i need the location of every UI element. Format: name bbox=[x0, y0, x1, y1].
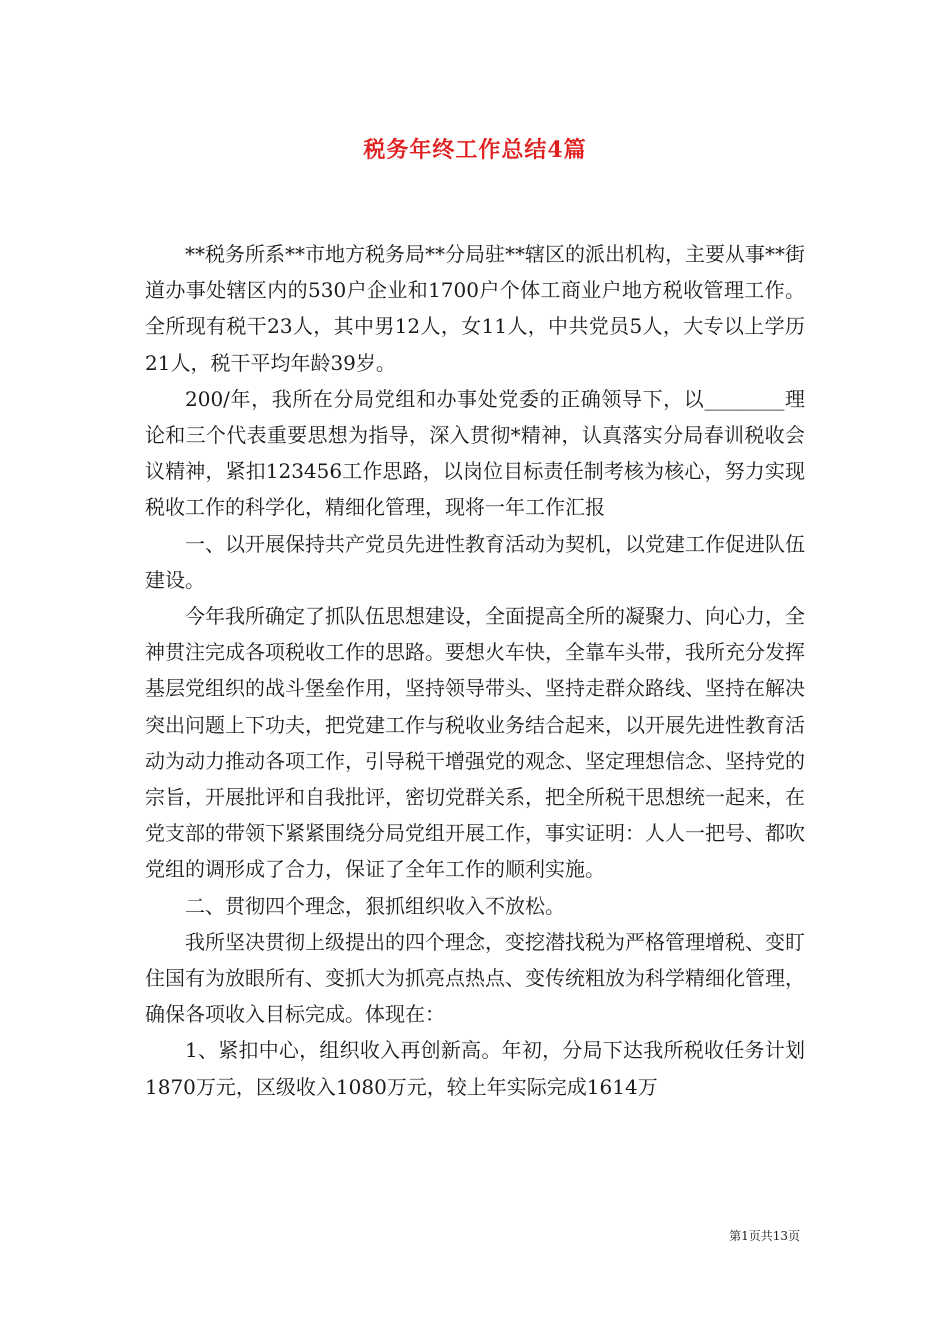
paragraph: 我所坚决贯彻上级提出的四个理念，变挖潜找税为严格管理增税、变盯住国有为放眼所有、变抓大为抓亮点热点、变传统粗放为科学精细化管理，确保各项收入目标完成。体现在： bbox=[145, 929, 805, 1027]
section-heading: 二、贯彻四个理念，狠抓组织收入不放松。 bbox=[185, 893, 565, 918]
document-title: 税务年终工作总结4篇 bbox=[363, 137, 587, 163]
paragraph: 1、紧扣中心，组织收入再创新高。年初，分局下达我所税收任务计划1870万元，区级收入1080万元，较上年实际完成1614万 bbox=[145, 1038, 805, 1099]
page-number: 第1页共13页 bbox=[729, 1229, 800, 1243]
document-body bbox=[145, 236, 805, 1105]
paragraph: 200/年，我所在分局党组和办事处党委的正确领导下，以________理论和三个代表重要思想为指导，深入贯彻*精神，认真落实分局春训税收会议精神，紧扣123456工作思路，以岗位目标责任制考核为核心，努力实现税收工作的科学化，精细化管理，现将一年工作汇报 bbox=[145, 386, 805, 520]
paragraph: 今年我所确定了抓队伍思想建设，全面提高全所的凝聚力、向心力，全神贯注完成各项税收工作的思路。要想火车快，全靠车头带，我所充分发挥基层党组织的战斗堡垒作用，坚持领导带头、坚持走群众路线、坚持在解决突出问题上下功夫，把党建工作与税收业务结合起来，以开展先进性教育活动为动力推动各项工作，引导税干增强党的观念、坚定理想信念、坚持党的宗旨，开展批评和自我批评，密切党群关系，把全所税干思想统一起来，在党支部的带领下紧紧围绕分局党组开展工作，事实证明：人人一把号、都吹党组的调形成了合力，保证了全年工作的顺利实施。 bbox=[145, 604, 805, 882]
section-heading: 一、以开展保持共产党员先进性教育活动为契机，以党建工作促进队伍建设。 bbox=[145, 531, 805, 592]
paragraph: **税务所系**市地方税务局**分局驻**辖区的派出机构，主要从事**街道办事处辖区内的530户企业和1700户个体工商业户地方税收管理工作。全所现有税干23人，其中男12人，女11人，中共党员5人，大专以上学历21人，税干平均年龄39岁。 bbox=[145, 242, 805, 375]
